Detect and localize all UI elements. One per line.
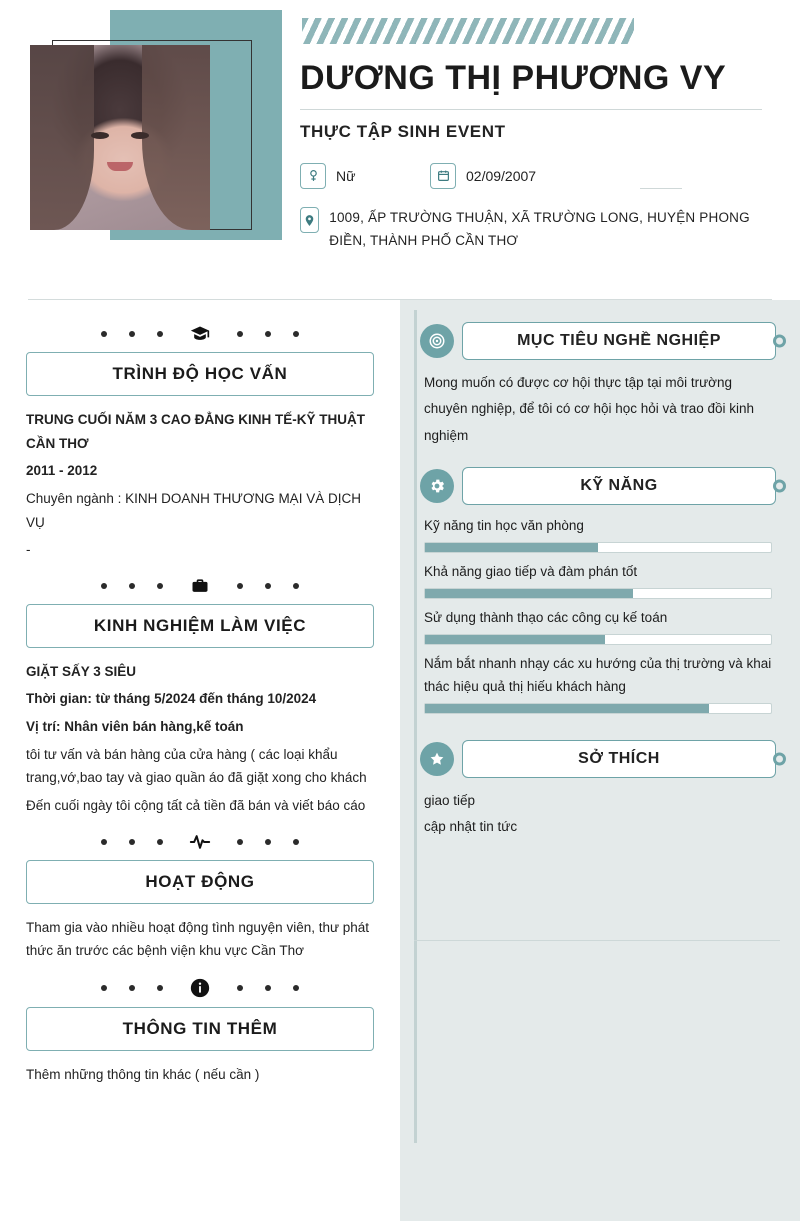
right-bottom-divider xyxy=(414,940,780,941)
page-title: DƯƠNG THỊ PHƯƠNG VY xyxy=(300,59,727,97)
objective-desc: Mong muốn có được cơ hội thực tập tại môi trường chuyên nghiệp, để tôi có cơ hội học hỏi và trao đồi kinh nghiệm xyxy=(424,375,755,443)
experience-time: Thời gian: từ tháng 5/2024 đến tháng 10/2024 xyxy=(26,691,317,707)
gender-value: Nữ xyxy=(336,167,356,184)
section-experience xyxy=(26,576,374,818)
experience-desc-1: tôi tư vấn và bán hàng của cửa hàng ( các loại khẩu trang,vớ,bao tay và giao quần áo đã giặt xong cho khách xyxy=(26,746,367,786)
target-icon xyxy=(420,324,454,358)
job-title: THỰC TẬP SINH EVENT xyxy=(300,122,506,142)
education-school: TRUNG CUỐI NĂM 3 CAO ĐẲNG KINH TẾ-KỸ THUẬT CẦN THƠ xyxy=(26,412,365,451)
dot xyxy=(237,985,243,991)
education-title: TRÌNH ĐỘ HỌC VẤN xyxy=(26,352,374,396)
name-divider xyxy=(300,109,762,110)
section-education xyxy=(26,324,374,562)
experience-dots-row xyxy=(26,576,374,596)
info-icon xyxy=(185,977,215,999)
education-body xyxy=(26,408,374,562)
dot xyxy=(101,331,107,337)
hatch-decoration xyxy=(302,18,634,44)
star-icon xyxy=(420,742,454,776)
experience-position: Vị trí: Nhân viên bán hàng,kế toán xyxy=(26,719,244,734)
dot xyxy=(293,839,299,845)
section-interests xyxy=(420,740,776,841)
cv-body xyxy=(0,300,800,1221)
photo-area xyxy=(0,0,292,300)
skill-bar-fill xyxy=(425,543,598,552)
dot xyxy=(129,331,135,337)
graduation-cap-icon xyxy=(185,324,215,344)
dot xyxy=(265,839,271,845)
experience-company: GIẶT SẤY 3 SIÊU xyxy=(26,663,137,679)
skills-body xyxy=(420,515,776,714)
skill-label: Kỹ năng tin học văn phòng xyxy=(424,517,584,533)
objective-title: MỤC TIÊU NGHỀ NGHIỆP xyxy=(462,322,776,360)
calendar-icon xyxy=(430,163,456,189)
dot xyxy=(129,985,135,991)
dot xyxy=(101,839,107,845)
skill-item xyxy=(424,653,772,714)
skills-endcap xyxy=(773,479,786,492)
dot xyxy=(293,583,299,589)
dot xyxy=(129,839,135,845)
dot xyxy=(101,583,107,589)
objective-header xyxy=(420,322,776,360)
skill-bar-fill xyxy=(425,589,633,598)
address-field xyxy=(300,207,770,253)
education-years: 2011 - 2012 xyxy=(26,463,98,479)
dot xyxy=(157,331,163,337)
interests-body xyxy=(420,788,776,841)
interest-item: giao tiếp xyxy=(424,792,476,808)
gender-female-icon xyxy=(300,163,326,189)
skill-item xyxy=(424,515,772,553)
dot xyxy=(129,583,135,589)
skill-item xyxy=(424,561,772,599)
empty-field-placeholder xyxy=(640,188,682,189)
photo-eye-left xyxy=(91,132,109,139)
skill-bar xyxy=(424,542,772,553)
activities-desc: Tham gia vào nhiều hoạt động tình nguyện viên, thư phát thức ăn trước các bệnh viện khu vực Cần Thơ xyxy=(26,919,370,959)
skill-bar xyxy=(424,634,772,645)
interest-item: cập nhật tin tức xyxy=(424,818,518,834)
profile-photo xyxy=(30,45,210,230)
dot xyxy=(157,985,163,991)
skills-title: KỸ NĂNG xyxy=(462,467,776,505)
dot xyxy=(265,583,271,589)
education-dots-row xyxy=(26,324,374,344)
education-major: Chuyên ngành : KINH DOANH THƯƠNG MẠI VÀ DỊCH VỤ xyxy=(26,490,361,530)
gear-icon xyxy=(420,469,454,503)
header-details xyxy=(292,0,800,300)
experience-title: KINH NGHIỆM LÀM VIỆC xyxy=(26,604,374,648)
more-info-body xyxy=(26,1063,374,1087)
dot xyxy=(101,985,107,991)
dot xyxy=(157,839,163,845)
skill-item xyxy=(424,607,772,645)
personal-meta-row xyxy=(300,162,770,189)
experience-body xyxy=(26,660,374,818)
section-objective xyxy=(420,322,776,449)
left-column xyxy=(0,300,400,1221)
dot xyxy=(265,985,271,991)
briefcase-icon xyxy=(185,576,215,596)
right-column xyxy=(400,300,800,1221)
activities-dots-row xyxy=(26,832,374,852)
dob-value: 02/09/2007 xyxy=(466,167,537,184)
activities-title: HOẠT ĐỘNG xyxy=(26,860,374,904)
activity-pulse-icon xyxy=(185,832,215,852)
section-activities xyxy=(26,832,374,963)
skill-label: Sử dụng thành thạo các công cụ kế toán xyxy=(424,609,668,625)
location-pin-icon xyxy=(300,207,319,233)
photo-eye-right xyxy=(131,132,149,139)
dot xyxy=(237,583,243,589)
right-accent-line xyxy=(414,310,417,1143)
dot xyxy=(237,331,243,337)
dot xyxy=(293,331,299,337)
more-info-title: THÔNG TIN THÊM xyxy=(26,1007,374,1051)
skill-bar-fill xyxy=(425,704,709,713)
objective-body xyxy=(420,370,776,449)
skill-bar-fill xyxy=(425,635,605,644)
experience-desc-2: Đến cuối ngày tôi cộng tất cả tiền đã bán và viết báo cáo xyxy=(26,797,366,813)
skill-label: Nắm bắt nhanh nhạy các xu hướng của thị trường và khai thác hiệu quả thị hiếu khách hàng xyxy=(424,655,772,694)
more-info-dots-row xyxy=(26,977,374,999)
dob-field xyxy=(430,163,640,189)
interests-header xyxy=(420,740,776,778)
section-more-info xyxy=(26,977,374,1087)
cv-header xyxy=(0,0,800,300)
address-value: 1009, ẤP TRƯỜNG THUẬN, XÃ TRƯỜNG LONG, HUYỆN PHONG ĐIỀN, THÀNH PHỐ CẦN THƠ xyxy=(329,210,750,249)
dot xyxy=(265,331,271,337)
dot xyxy=(293,985,299,991)
dot xyxy=(157,583,163,589)
skill-label: Khả năng giao tiếp và đàm phán tốt xyxy=(424,563,638,579)
gender-field xyxy=(300,163,430,189)
skill-bar xyxy=(424,703,772,714)
activities-body xyxy=(26,916,374,963)
section-skills xyxy=(420,467,776,714)
dot xyxy=(237,839,243,845)
objective-endcap xyxy=(773,335,786,348)
skill-bar xyxy=(424,588,772,599)
education-note: - xyxy=(26,542,31,558)
skills-header xyxy=(420,467,776,505)
interests-title: SỞ THÍCH xyxy=(462,740,776,778)
interests-endcap xyxy=(773,752,786,765)
more-info-desc: Thêm những thông tin khác ( nếu cần ) xyxy=(26,1066,260,1082)
